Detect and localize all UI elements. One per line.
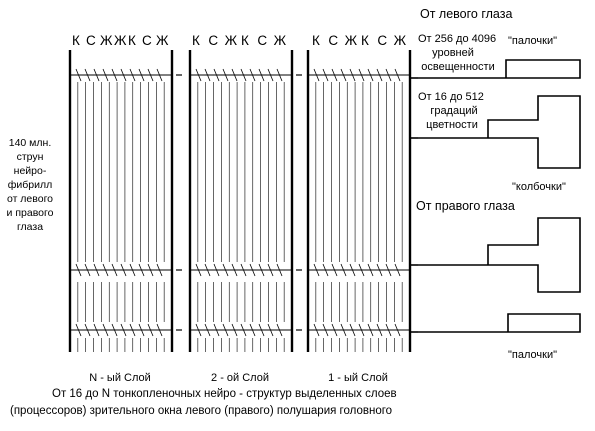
range2-line-3: цветности	[426, 119, 478, 131]
layer-header-letter: К	[72, 33, 80, 48]
layer-header-letter: С	[86, 33, 96, 48]
layer-blocks	[70, 33, 418, 352]
layer-header-letter: Ж	[344, 33, 358, 48]
layer-header-letter: Ж	[100, 33, 113, 48]
layer-separators	[176, 75, 302, 330]
sticks-bottom-label: "палочки"	[508, 349, 557, 361]
left-label-line-5: от левого	[6, 193, 54, 205]
layer-label-2: 2 - ой Слой	[211, 372, 269, 384]
layer-header-letter: С	[257, 33, 268, 48]
sticks-signal-bottom	[418, 314, 580, 332]
layer-header-letter: К	[192, 33, 200, 48]
left-label	[7, 137, 54, 233]
layer-header-letter: К	[361, 33, 369, 48]
layer-header-letter: К	[312, 33, 320, 48]
cones-signal-bottom	[418, 218, 580, 292]
layer-header-letter: К	[241, 33, 249, 48]
range1-line-3: освещенности	[421, 61, 495, 73]
layer-header-letter: Ж	[156, 33, 169, 48]
layer-header-letter: К	[128, 33, 136, 48]
layer-label-1: 1 - ый Слой	[328, 372, 388, 384]
range1-line-2: уровней	[432, 47, 474, 59]
range1-line-1: От 256 до 4096	[418, 33, 497, 45]
layer-header-letter: С	[208, 33, 219, 48]
sticks-top-label: "палочки"	[508, 35, 557, 47]
layer-label-n: N - ый Слой	[89, 372, 151, 384]
left-label-line-6: и правого	[6, 207, 54, 219]
layer-header-letter: Ж	[114, 33, 127, 48]
left-label-line-1: 140 млн.	[8, 137, 52, 149]
layer-header-letter: Ж	[393, 33, 407, 48]
caption-line-1: От 16 до N тонкопленочных нейро - структур выделенных слоев	[52, 388, 397, 400]
layer-header-letter: Ж	[224, 33, 238, 48]
left-label-line-3: нейро-	[13, 165, 47, 177]
left-label-line-2: струн	[16, 151, 44, 163]
range2-line-2: градаций	[430, 105, 478, 117]
left-eye-title: От левого глаза	[420, 7, 513, 21]
left-label-line-7: глаза	[16, 221, 44, 233]
right-eye-title: От правого глаза	[416, 199, 515, 213]
right-annotations	[416, 7, 580, 361]
layer-header-letter: С	[328, 33, 339, 48]
range2-line-1: От 16 до 512	[418, 91, 484, 103]
layer-header-letter: Ж	[273, 33, 287, 48]
caption-line-2: (процессоров) зрительного окна левого (правого) полушария головного	[10, 405, 393, 417]
cones-label: "колбочки"	[512, 181, 566, 193]
layer-header-letter: С	[142, 33, 152, 48]
layer-header-letter: С	[377, 33, 388, 48]
left-label-line-4: фибрилл	[7, 179, 53, 191]
